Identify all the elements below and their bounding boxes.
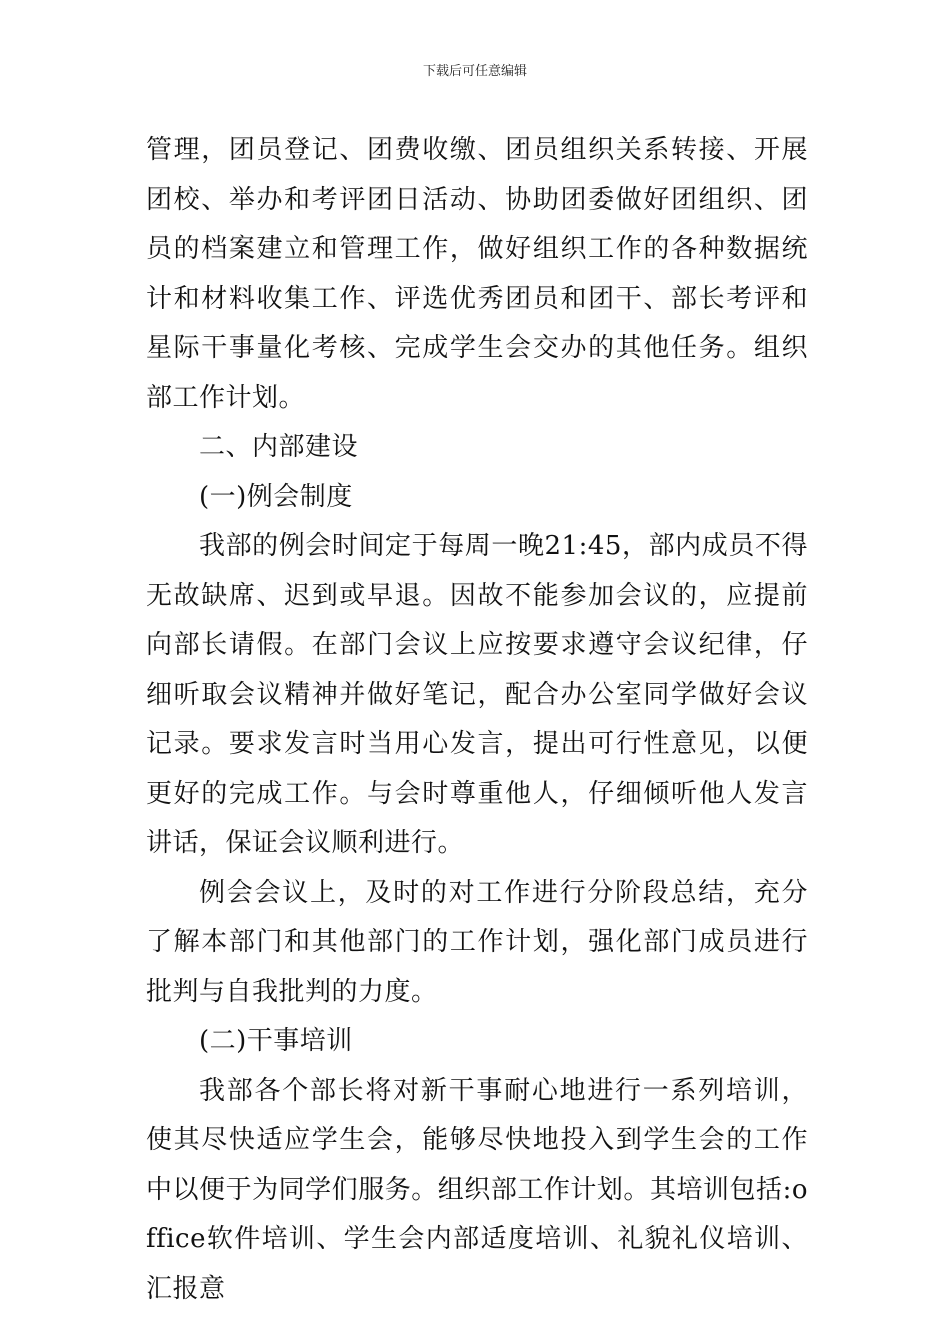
paragraph-meeting-summary: 例会会议上，及时的对工作进行分阶段总结，充分了解本部门和其他部门的工作计划，强化部门成员进行批判与自我批判的力度。	[146, 877, 808, 1007]
paragraph-training-content: 我部各个部长将对新干事耐心地进行一系列培训，使其尽快适应学生会，能够尽快地投入到学生会的工作中以便于为同学们服务。组织部工作计划。其培训包括:office软件培训、学生会内部适度培训、礼貌礼仪培训、汇报意	[146, 1075, 808, 1304]
subsection-heading-regular-meeting: (一)例会制度	[199, 481, 353, 512]
document-body	[146, 126, 808, 1314]
section-heading-internal-construction: 二、内部建设	[199, 432, 359, 462]
page-header-note: 下载后可任意编辑	[422, 64, 527, 79]
paragraph-meeting-rules: 我部的例会时间定于每周一晚21:45，部内成员不得无故缺席、迟到或早退。因故不能参加会议的，应提前向部长请假。在部门会议上应按要求遵守会议纪律，仔细听取会议精神并做好笔记，配合办公室同学做好会议记录。要求发言时当用心发言，提出可行性意见，以便更好的完成工作。与会时尊重他人，仔细倾听他人发言讲话，保证会议顺利进行。	[146, 531, 808, 858]
paragraph-org-duties: 管理，团员登记、团费收缴、团员组织关系转接、开展团校、举办和考评团日活动、协助团委做好团组织、团员的档案建立和管理工作，做好组织工作的各种数据统计和材料收集工作、评选优秀团员和团干、部长考评和星际干事量化考核、完成学生会交办的其他任务。组织部工作计划。	[146, 135, 808, 413]
subsection-heading-staff-training: (二)干事培训	[199, 1026, 353, 1056]
